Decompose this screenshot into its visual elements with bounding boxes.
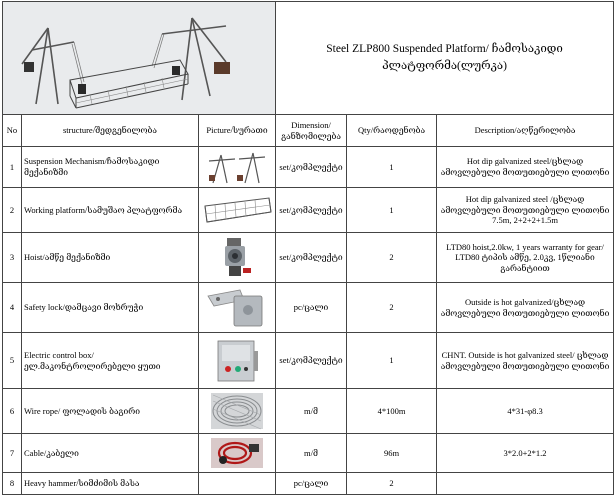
suspension-mechanism-photo bbox=[207, 149, 267, 185]
header-dimension-line1: Dimension/ bbox=[291, 119, 331, 130]
row-qty: 4*100m bbox=[347, 389, 437, 434]
row-structure: Hoist/ამწე მექანიზმი bbox=[22, 233, 199, 283]
row-dimension: pc/ცალი bbox=[276, 283, 347, 333]
header-picture: Picture/სურათი bbox=[199, 115, 276, 147]
row-picture bbox=[199, 434, 276, 473]
column-header-row bbox=[3, 115, 614, 147]
table-row bbox=[3, 389, 614, 434]
row-description: Outside is hot galvanized/ცხლად ამოვლებული მოთუთიებული ლითონი bbox=[437, 283, 614, 333]
cable-photo bbox=[209, 436, 265, 470]
row-dimension: m/მ bbox=[276, 389, 347, 434]
row-dimension: m/მ bbox=[276, 434, 347, 473]
product-photo-cell bbox=[3, 2, 276, 115]
row-qty: 2 bbox=[347, 233, 437, 283]
hoist-photo bbox=[215, 236, 259, 280]
header-dimension-line2: განზომილება bbox=[281, 130, 341, 141]
row-description: 3*2.0+2*1.2 bbox=[437, 434, 614, 473]
safety-lock-photo bbox=[204, 286, 270, 330]
row-picture bbox=[199, 473, 276, 495]
row-picture bbox=[199, 233, 276, 283]
row-no: 7 bbox=[3, 434, 22, 473]
working-platform-photo bbox=[201, 192, 273, 228]
row-no: 3 bbox=[3, 233, 22, 283]
row-no: 5 bbox=[3, 333, 22, 389]
table-row bbox=[3, 188, 614, 233]
specification-table bbox=[2, 1, 614, 495]
table-row bbox=[3, 473, 614, 495]
row-qty: 2 bbox=[347, 283, 437, 333]
row-dimension: set/კომპლექტი bbox=[276, 147, 347, 188]
row-no: 8 bbox=[3, 473, 22, 495]
document-title bbox=[276, 2, 614, 115]
row-structure: Wire rope/ ფოლადის ბაგირი bbox=[22, 389, 199, 434]
row-no: 1 bbox=[3, 147, 22, 188]
row-dimension: set/კომპლექტი bbox=[276, 233, 347, 283]
table-row bbox=[3, 283, 614, 333]
row-qty: 2 bbox=[347, 473, 437, 495]
row-dimension: pc/ცალი bbox=[276, 473, 347, 495]
electric-control-box-photo bbox=[212, 337, 262, 385]
table-row bbox=[3, 147, 614, 188]
row-qty: 1 bbox=[347, 333, 437, 389]
suspended-platform-photo bbox=[12, 4, 267, 112]
header-dimension bbox=[276, 115, 347, 147]
row-qty: 1 bbox=[347, 188, 437, 233]
title-english: Steel ZLP800 Suspended Platform/ ჩამოსაკიდი bbox=[326, 42, 563, 55]
row-description: CHNT. Outside is hot galvanized steel/ ცხლად ამოვლებული მოთუთიებული ლითონი bbox=[437, 333, 614, 389]
row-description bbox=[437, 473, 614, 495]
row-picture bbox=[199, 333, 276, 389]
table-row bbox=[3, 333, 614, 389]
table-row bbox=[3, 434, 614, 473]
header-description: Description/აღწერილობა bbox=[437, 115, 614, 147]
row-structure: Suspension Mechanism/ჩამოსაკიდი მექანიზმი bbox=[22, 147, 199, 188]
row-description: 4*31-φ8.3 bbox=[437, 389, 614, 434]
header-no: No bbox=[3, 115, 22, 147]
row-no: 4 bbox=[3, 283, 22, 333]
row-dimension: set/კომპლექტი bbox=[276, 188, 347, 233]
row-structure: Heavy hammer/სიმძიმის მასა bbox=[22, 473, 199, 495]
row-description: Hot dip galvanized steel/ცხლად ამოვლებული მოთუთიებული ლითონი bbox=[437, 147, 614, 188]
table-row bbox=[3, 233, 614, 283]
row-dimension: set/კომპლექტი bbox=[276, 333, 347, 389]
wire-rope-photo bbox=[209, 391, 265, 431]
row-structure: Safety lock/დამცავი მოხრუჭი bbox=[22, 283, 199, 333]
row-picture bbox=[199, 389, 276, 434]
row-picture bbox=[199, 188, 276, 233]
header-banner-row bbox=[3, 2, 614, 115]
row-description: LTD80 hoist,2.0kw, 1 years warranty for gear/ LTD80 ტიპის ამწე, 2.0კვ, 1წლიანი გარანტიით bbox=[437, 233, 614, 283]
row-structure: Cable/კაბელი bbox=[22, 434, 199, 473]
row-no: 6 bbox=[3, 389, 22, 434]
row-picture bbox=[199, 283, 276, 333]
row-no: 2 bbox=[3, 188, 22, 233]
row-picture bbox=[199, 147, 276, 188]
row-description: Hot dip galvanized steel /ცხლად ამოვლებული მოთუთიებული ლითონი 7.5m, 2+2+2+1.5m bbox=[437, 188, 614, 233]
row-qty: 96m bbox=[347, 434, 437, 473]
header-qty: Qty/რაოდენობა bbox=[347, 115, 437, 147]
title-georgian: პლატფორმა(ლურკა) bbox=[382, 60, 507, 72]
row-structure: Electric control box/ ელ.მაკონტროლირებელი ყუთი bbox=[22, 333, 199, 389]
row-structure: Working platform/სამუშაო პლატფორმა bbox=[22, 188, 199, 233]
row-qty: 1 bbox=[347, 147, 437, 188]
header-structure: structure/შედგენილობა bbox=[22, 115, 199, 147]
